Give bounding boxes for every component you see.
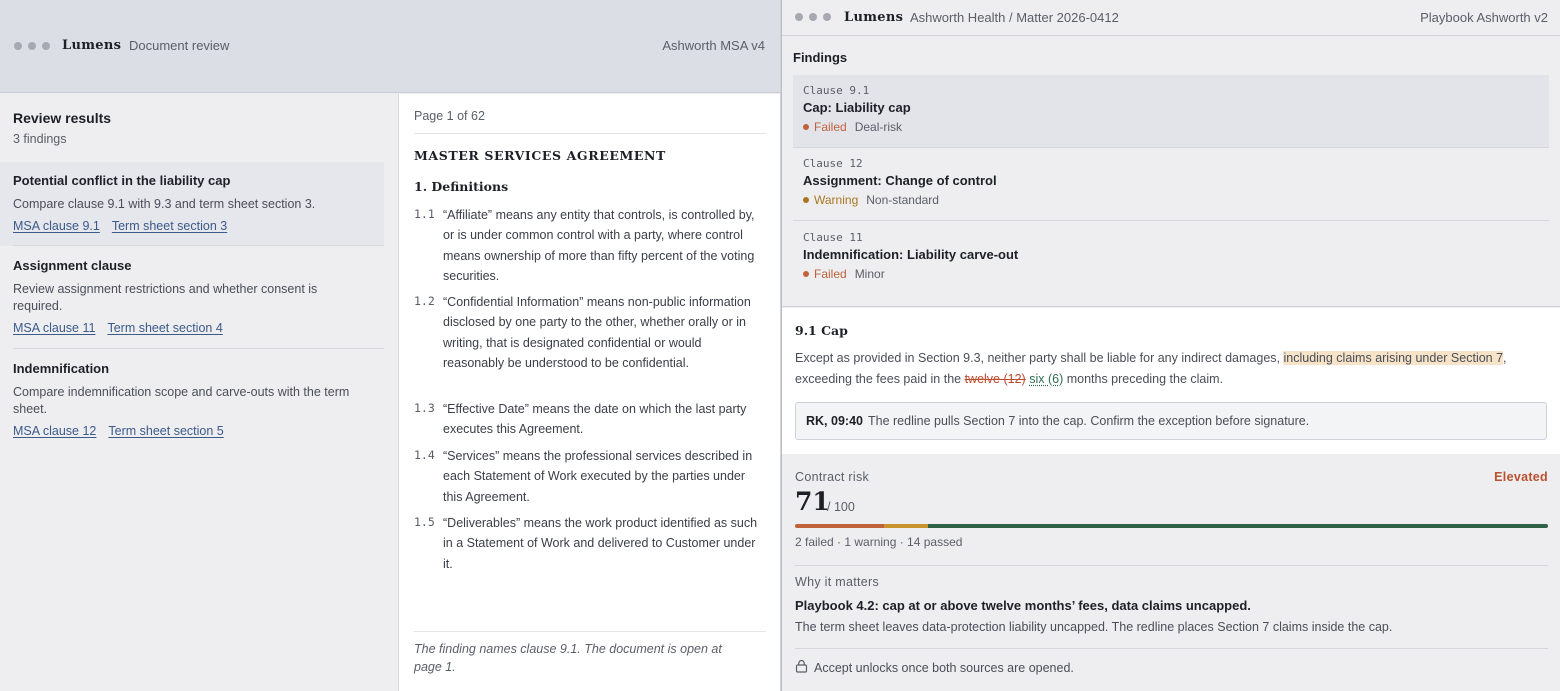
risk-label: Contract risk [795,470,870,484]
definition-number: 1.5 [414,515,435,529]
definition-number: 1.1 [414,207,435,221]
severity-label: Minor [854,267,885,281]
divider [13,245,384,246]
risk-breakdown-bar [795,524,1548,528]
section-heading: 1. Definitions [414,179,509,194]
msa-clause-link[interactable]: MSA clause 11 [13,321,96,335]
comment-author: RK, 09:40 [806,414,863,428]
review-results-panel [0,94,398,691]
finding-title: Cap: Liability cap [803,100,911,115]
title-bar [782,0,1560,36]
definition-item [414,399,764,440]
finding-card-liability-cap[interactable] [0,162,384,246]
window-controls [795,13,831,21]
finding-card-assignment[interactable] [0,250,384,335]
definition-item [414,205,764,287]
close-window-button[interactable] [14,42,22,50]
review-comment[interactable] [795,402,1547,440]
app-name: Document review [129,38,230,53]
severity-label: Non-standard [866,193,939,207]
definition-number: 1.4 [414,448,435,462]
status-badge [803,120,847,134]
lock-note: Accept unlocks once both sources are opened. [814,660,1074,675]
status-label: Warning [814,193,859,207]
page-indicator: Page 1 of 62 [414,109,485,123]
divider [414,631,766,632]
term-sheet-link[interactable]: Term sheet section 4 [107,321,223,335]
risk-summary: 2 failed · 1 warning · 14 passed [795,535,963,549]
status-dot-icon [803,271,809,277]
divider [414,133,766,134]
msa-clause-link[interactable]: MSA clause 9.1 [13,219,100,233]
risk-score: 71 [795,487,830,516]
definition-item [414,292,764,374]
definition-number: 1.2 [414,294,435,308]
status-dot-icon [803,124,809,130]
status-badge [803,193,858,207]
finding-description: Review assignment restrictions and whether consent is required. [13,282,318,313]
finding-item-indemnification[interactable] [793,222,1549,295]
clause-text: Except as provided in Section 9.3, neither party shall be liable for any indirect damages, including claims arising under Section 7, exceeding the fees paid in the twelve (12) six (6) months preceding the claim. [795,351,1507,386]
document-heading: MASTER SERVICES AGREEMENT [414,148,666,163]
risk-panel [782,454,1560,691]
maximize-window-button[interactable] [823,13,831,21]
definition-number: 1.3 [414,401,435,415]
status-label: Failed [814,267,847,281]
risk-bar-warning [884,524,928,528]
risk-score-max: / 100 [827,500,855,514]
finding-card-indemnification[interactable] [0,353,384,438]
document-note: The finding names clause 9.1. The document is open at page 1. [414,642,722,674]
app-logo: Lumens [62,38,122,53]
definition-item [414,513,764,574]
comment-text: The redline pulls Section 7 into the cap. Confirm the exception before signature. [867,414,1310,428]
clause-heading: 9.1 Cap [795,323,848,338]
term-sheet-link[interactable]: Term sheet section 3 [111,219,228,233]
findings-count: 3 findings [13,132,67,146]
clause-reference: Clause 9.1 [803,84,870,97]
finding-title: Potential conflict in the liability cap [13,173,231,188]
matter-breadcrumb: Ashworth Health / Matter 2026-0412 [910,10,1119,25]
divider [795,565,1548,566]
finding-title: Indemnification: Liability carve-out [803,247,1019,262]
lock-icon [795,659,808,676]
matter-findings-window [781,0,1560,691]
definition-text: “Confidential Information” means non-public information disclosed by one party to the other, whether orally or in writing, that is designated confidential or would reasonably be understood to be confidential. [443,295,751,371]
finding-description: Compare clause 9.1 with 9.3 and term sheet section 3. [13,197,316,211]
status-label: Failed [814,120,847,134]
risk-bar-failed [795,524,884,528]
finding-title: Assignment clause [13,258,132,273]
definition-text: “Deliverables” means the work product identified as such in a Statement of Work and delivered to Customer under it. [443,516,758,571]
status-badge [803,267,847,281]
definition-item [414,446,764,507]
window-controls [14,42,50,50]
why-it-matters-text: The term sheet leaves data-protection liability uncapped. The redline places Section 7 claims inside the cap. [795,620,1393,634]
finding-description: Compare indemnification scope and carve-outs with the term sheet. [13,385,350,416]
term-sheet-link[interactable]: Term sheet section 5 [108,424,224,438]
risk-level-badge: Elevated [1494,470,1548,484]
why-it-matters-title: Playbook 4.2: cap at or above twelve months’ fees, data claims uncapped. [795,598,1251,613]
findings-heading: Findings [793,50,848,65]
review-results-title: Review results [13,110,112,126]
definition-text: “Effective Date” means the date on which the last party executes this Agreement. [443,402,747,437]
severity-label: Deal-risk [854,120,903,134]
title-bar [0,0,780,93]
clause-reference: Clause 11 [803,231,863,244]
divider [795,648,1548,649]
risk-bar-passed [928,524,1548,528]
clause-reference: Clause 12 [803,157,863,170]
finding-title: Assignment: Change of control [803,173,997,188]
definition-text: “Services” means the professional services described in each Statement of Work executed by the parties under this Agreement. [443,449,753,504]
minimize-window-button[interactable] [809,13,817,21]
finding-item-assignment[interactable] [793,148,1549,221]
maximize-window-button[interactable] [42,42,50,50]
deleted-text: twelve (12) [964,371,1026,386]
why-it-matters-label: Why it matters [795,575,880,589]
inserted-text: six (6) [1029,371,1064,386]
msa-clause-link[interactable]: MSA clause 12 [13,424,97,438]
finding-title: Indemnification [13,361,110,376]
status-dot-icon [803,197,809,203]
definition-text: “Affiliate” means any entity that controls, is controlled by, or is under common control with a party, where control means ownership of more than fifty percent of the voting securities. [443,208,755,284]
minimize-window-button[interactable] [28,42,36,50]
document-title: Ashworth MSA v4 [662,38,765,53]
close-window-button[interactable] [795,13,803,21]
document-viewer[interactable] [398,94,780,691]
accept-lock-notice [795,659,1074,676]
highlighted-text: including claims arising under Section 7 [1283,351,1504,365]
finding-item-liability-cap[interactable] [793,75,1549,148]
playbook-name: Playbook Ashworth v2 [1420,10,1548,25]
findings-list [782,37,1560,307]
app-logo: Lumens [844,10,904,25]
divider [13,348,384,349]
clause-detail [782,308,1560,454]
